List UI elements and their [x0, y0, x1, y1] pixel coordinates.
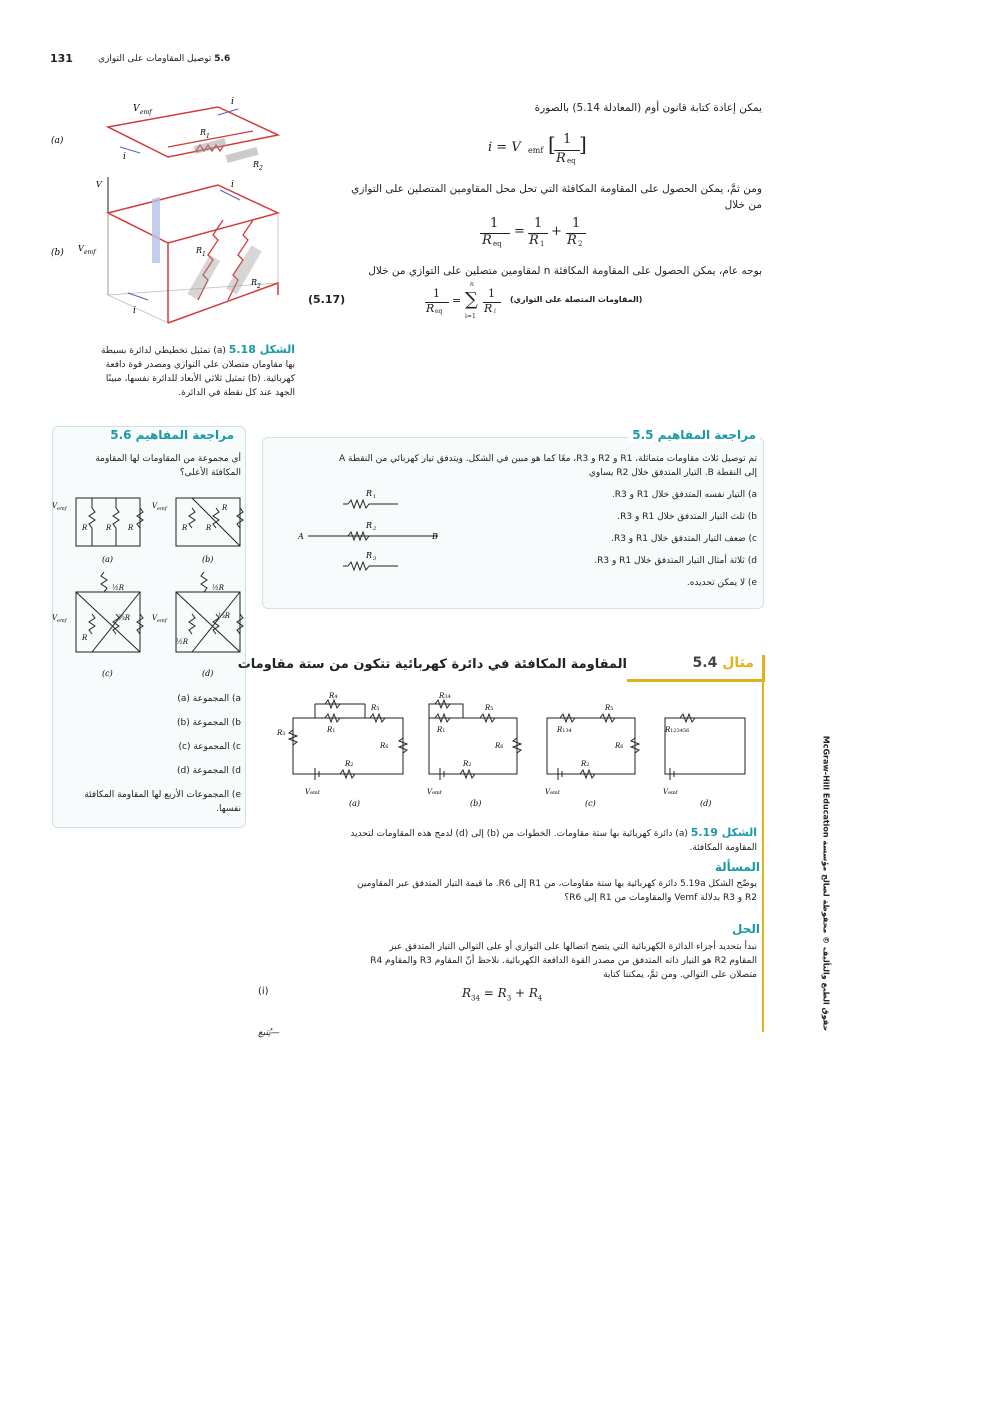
svg-text:1: 1: [206, 133, 210, 140]
svg-text:i: i: [231, 180, 234, 190]
review55-question-line2: إلى النقطة B. التيار المتدفق خلال R2 يساوي: [588, 468, 757, 478]
svg-text:R6: R6: [495, 742, 504, 750]
fig518-caption-title: الشكل 5.18: [228, 343, 295, 356]
review56-circuits: [52, 490, 244, 680]
svg-text:R: R: [82, 524, 88, 532]
svg-text:R2: R2: [345, 760, 354, 768]
svg-text:R5: R5: [605, 704, 614, 712]
svg-text:Vemf: Vemf: [305, 788, 320, 796]
example-title: المقاومة المكافئة في دائرة كهربائية تتكون من ستة مقاومات: [237, 657, 627, 672]
review56-option-a[interactable]: a) المجموعة (a): [177, 694, 241, 704]
example-number: 5.4: [692, 655, 718, 671]
svg-text:V: V: [96, 180, 102, 189]
svg-text:R34: R34: [439, 692, 451, 700]
problem-line2: R2 و R3 بدلالة Vemf والمقاومات من R1 إلى R6؟: [564, 893, 757, 903]
review55-option-c[interactable]: c) ضعف التيار المتدفق خلال R1 و R3.: [611, 534, 757, 544]
svg-text:R: R: [222, 504, 228, 512]
equation-i-label: (i): [258, 986, 269, 997]
review55-options: [557, 488, 757, 590]
fig519-caption-line1: (a) دائرة كهربائية بها ستة مقاومات. الخطوات من (b) إلى (d) لدمج هذه المقاومات لتحديد: [350, 829, 688, 839]
intro-line1: يمكن إعادة كتابة قانون أوم (المعادلة 5.14) بالصورة: [534, 102, 762, 114]
running-head: [98, 54, 230, 64]
svg-text:R1: R1: [327, 726, 336, 734]
review56-sub-b: (b): [202, 555, 214, 564]
svg-text:V: V: [152, 614, 158, 622]
fig518-caption-line2: بها مقاومان متصلان على التوازي ومصدر قوة دافعة: [105, 360, 295, 370]
intro-line2: ومن ثمَّ، يمكن الحصول على المقاومة المكافئة التي تحل محل المقاومين المتصلين على التوازي: [351, 183, 762, 195]
svg-text:A: A: [298, 532, 304, 541]
svg-text:R: R: [253, 160, 260, 169]
fig519-sub-d: (d): [700, 799, 712, 808]
svg-text:½R: ½R: [112, 584, 125, 592]
solution-heading: الحل: [732, 922, 760, 936]
solution-text: [267, 940, 757, 982]
review56-option-e[interactable]: e) المجموعات الأربع لها المقاومة المكافئة: [84, 790, 241, 800]
svg-text:1: 1: [202, 251, 206, 258]
review56-question-line2: المكافئة الأعلى؟: [179, 468, 241, 478]
equation-ohm: i = V emf [ 1 R eq ]: [488, 132, 587, 166]
review56-sub-c: (c): [102, 669, 113, 678]
equation-parallel-two: 1 R eq = 1 R 1 + 1 R 2: [480, 216, 600, 260]
example-header: [237, 655, 762, 685]
solution-line3: متصلان على التوالي. ومن ثمَّ، يمكننا كتابة: [603, 970, 757, 980]
page-number: 131: [50, 52, 73, 65]
review56-option-e-line2: نفسها.: [216, 804, 241, 814]
fig518-label-b: (b): [51, 248, 64, 258]
svg-text:Vemf: Vemf: [427, 788, 442, 796]
svg-text:R: R: [182, 524, 188, 532]
review56-options: [58, 692, 241, 816]
equation-number: (5.17): [308, 293, 346, 306]
svg-text:emf: emf: [140, 109, 152, 116]
fig519-caption-title: الشكل 5.19: [690, 826, 757, 839]
fig519-caption-line2: المقاومة المكافئة.: [689, 843, 757, 853]
svg-text:R: R: [82, 634, 88, 642]
svg-text:R: R: [196, 246, 203, 255]
svg-text:R5: R5: [371, 704, 380, 712]
review55-option-e[interactable]: e) لا يمكن تحديده.: [686, 578, 757, 588]
svg-text:R123456: R123456: [665, 726, 690, 734]
svg-text:R: R: [106, 524, 112, 532]
section-title: توصيل المقاومات على التوازي: [98, 54, 212, 64]
svg-text:emf: emf: [157, 618, 167, 624]
fig518-caption-line4: الجهد عند كل نقطة في الدائرة.: [178, 388, 295, 398]
svg-text:V: V: [133, 104, 140, 114]
svg-text:R5: R5: [485, 704, 494, 712]
svg-text:2: 2: [259, 165, 263, 172]
svg-text:⅔R: ⅔R: [118, 614, 131, 622]
svg-text:R: R: [366, 521, 373, 530]
svg-text:R: R: [366, 551, 373, 560]
svg-text:B: B: [432, 532, 438, 541]
svg-text:i: i: [123, 152, 126, 162]
review55-question: [267, 452, 757, 480]
equation-parallel-n: 1 R eq = ∑ n i=1 1 R i: [425, 285, 515, 327]
figure-5-18: [48, 95, 298, 335]
svg-text:Vemf: Vemf: [545, 788, 560, 796]
example-tag: مثال: [722, 655, 754, 671]
fig518-caption-line3: كهربائية. (b) تمثيل ثلاثي الأبعاد للدائرة نفسها، مبينًا: [105, 374, 295, 384]
svg-text:R2: R2: [581, 760, 590, 768]
svg-text:R: R: [251, 278, 258, 287]
svg-text:1: 1: [373, 494, 377, 500]
svg-text:R: R: [206, 524, 212, 532]
intro-line3: من خلال: [724, 199, 762, 211]
fig518-label-a: (a): [51, 136, 64, 146]
svg-text:i: i: [133, 306, 136, 316]
review56-option-b[interactable]: b) المجموعة (b): [176, 718, 241, 728]
svg-text:emf: emf: [84, 249, 96, 256]
review56-title: مراجعة المفاهيم 5.6: [110, 428, 234, 442]
svg-text:V: V: [78, 244, 84, 253]
fig519-sub-b: (b): [470, 799, 482, 808]
svg-text:R4: R4: [329, 692, 338, 700]
figure-5-19: [275, 690, 755, 810]
svg-text:R: R: [366, 489, 373, 498]
review55-question-line1: تم توصيل ثلاث مقاومات متماثلة، R1 و R2 و R3، معًا كما هو مبين في الشكل. ويتدفق تيار كهربائي من النقطة A: [339, 454, 757, 464]
svg-text:R1: R1: [437, 726, 446, 734]
svg-text:V: V: [52, 614, 58, 622]
svg-text:R2: R2: [463, 760, 472, 768]
review55-option-a[interactable]: a) التيار نفسه المتدفق خلال R1 و R3.: [611, 490, 757, 500]
review56-question-line1: أي مجموعة من المقاومات لها المقاومة: [95, 454, 241, 464]
problem-line1: يوضّح الشكل 5.19a دائرة كهربائية بها ستة مقاومات، من R1 إلى R6. ما قيمة التيار المتدفق عبر المقاومين: [357, 879, 757, 889]
fig518-caption: [60, 343, 295, 400]
svg-text:½R: ½R: [212, 584, 225, 592]
example-rule: [762, 682, 764, 1032]
review55-option-b[interactable]: b) ثلث التيار المتدفق خلال R1 و R3.: [617, 512, 757, 522]
review56-question: [58, 452, 241, 480]
section-number: 5.6: [214, 54, 231, 64]
fig519-sub-c: (c): [585, 799, 596, 808]
svg-text:R3: R3: [277, 729, 286, 737]
review56-option-d[interactable]: d) المجموعة (d): [176, 766, 241, 776]
svg-text:Vemf: Vemf: [663, 788, 678, 796]
fig519-sub-a: (a): [349, 799, 361, 808]
svg-text:V: V: [52, 502, 58, 510]
svg-text:⅓R: ⅓R: [218, 612, 231, 620]
continue-note: يُتبع—: [258, 1028, 280, 1038]
equation-note: (المقاومات المتصلة على التوازي): [510, 295, 643, 304]
intro-line4: بوجه عام، يمكن الحصول على المقاومة المكافئة n لمقاومين متصلين على التوازي من خلال: [368, 265, 762, 277]
review55-circuit: [298, 486, 448, 576]
svg-text:emf: emf: [157, 506, 167, 512]
review55-title: مراجعة المفاهيم 5.5: [628, 428, 760, 442]
solution-line1: نبدأ بتحديد أجزاء الدائرة الكهربائية التي يتضح اتصالها على التوازي أو على التوالي التيار المتدفق عبر: [389, 942, 757, 952]
solution-line2: المقاوم R2 هو التيار ذاته المتدفق من مصدر القوة الدافعة الكهربائية. نلاحظ أنّ المقاوم R3 والمقاوم R4: [370, 956, 757, 966]
fig519-caption: [267, 826, 757, 855]
svg-text:R6: R6: [615, 742, 624, 750]
review56-sub-d: (d): [202, 669, 214, 678]
svg-text:i: i: [231, 97, 234, 107]
review56-option-c[interactable]: c) المجموعة (c): [178, 742, 241, 752]
fig518-caption-line1: (a) تمثيل تخطيطي لدائرة بسيطة: [100, 346, 226, 356]
problem-text: [267, 877, 757, 905]
svg-text:R: R: [128, 524, 134, 532]
svg-text:R6: R6: [380, 742, 389, 750]
svg-text:emf: emf: [57, 506, 67, 512]
svg-text:R134: R134: [557, 726, 572, 734]
review55-option-d[interactable]: d) ثلاثة أمثال التيار المتدفق خلال R1 و R3.: [594, 556, 757, 566]
svg-text:R: R: [200, 128, 207, 137]
svg-text:3: 3: [373, 556, 377, 562]
review56-sub-a: (a): [102, 555, 114, 564]
equation-r34: $R_{34} = R_3 + R_4$: [462, 986, 543, 1003]
svg-text:2: 2: [257, 283, 261, 290]
problem-heading: المسألة: [714, 860, 760, 874]
svg-text:½R: ½R: [176, 638, 189, 646]
side-copyright: حقوق الطبع والتأليف © محفوظة لصالح مؤسسة McGraw-Hill Education: [821, 735, 831, 1032]
svg-text:emf: emf: [57, 618, 67, 624]
svg-text:2: 2: [373, 526, 377, 532]
svg-text:V: V: [152, 502, 158, 510]
